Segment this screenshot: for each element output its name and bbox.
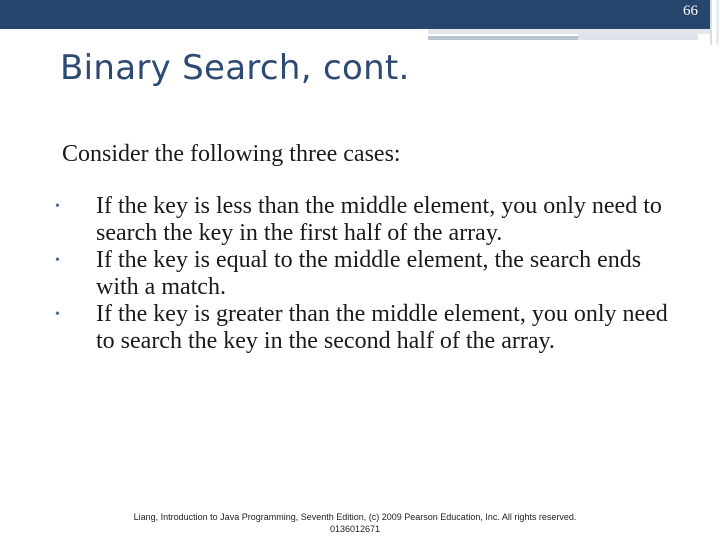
bullet-item bbox=[55, 301, 675, 355]
slide-title: Binary Search, cont. bbox=[60, 48, 410, 88]
bullet-marker-icon: • bbox=[55, 199, 60, 214]
slide-number: 66 bbox=[683, 3, 698, 19]
bullet-text: If the key is greater than the middle element, you only need to search the key in the second half of the array. bbox=[96, 301, 668, 354]
bullet-marker-icon: • bbox=[55, 253, 60, 268]
footer-copyright: Liang, Introduction to Java Programming, Seventh Edition, (c) 2009 Pearson Education, Inc. All rights reserved. 0136012671 bbox=[133, 512, 577, 534]
header-bar bbox=[0, 0, 710, 29]
header-accent-stripe-lower bbox=[428, 36, 578, 40]
bullet-text: If the key is less than the middle element, you only need to search the key in the first half of the array. bbox=[96, 193, 662, 246]
right-edge-rule-outer bbox=[716, 0, 719, 45]
intro-text: Consider the following three cases: bbox=[62, 141, 401, 167]
bullet-marker-icon: • bbox=[55, 307, 60, 322]
bullet-list bbox=[55, 193, 675, 355]
bullet-item bbox=[55, 247, 675, 301]
bullet-text: If the key is equal to the middle element, the search ends with a match. bbox=[96, 247, 642, 300]
header-accent-stripe-lower-right bbox=[578, 34, 698, 40]
right-edge-rule bbox=[710, 0, 712, 45]
bullet-item bbox=[55, 193, 675, 247]
